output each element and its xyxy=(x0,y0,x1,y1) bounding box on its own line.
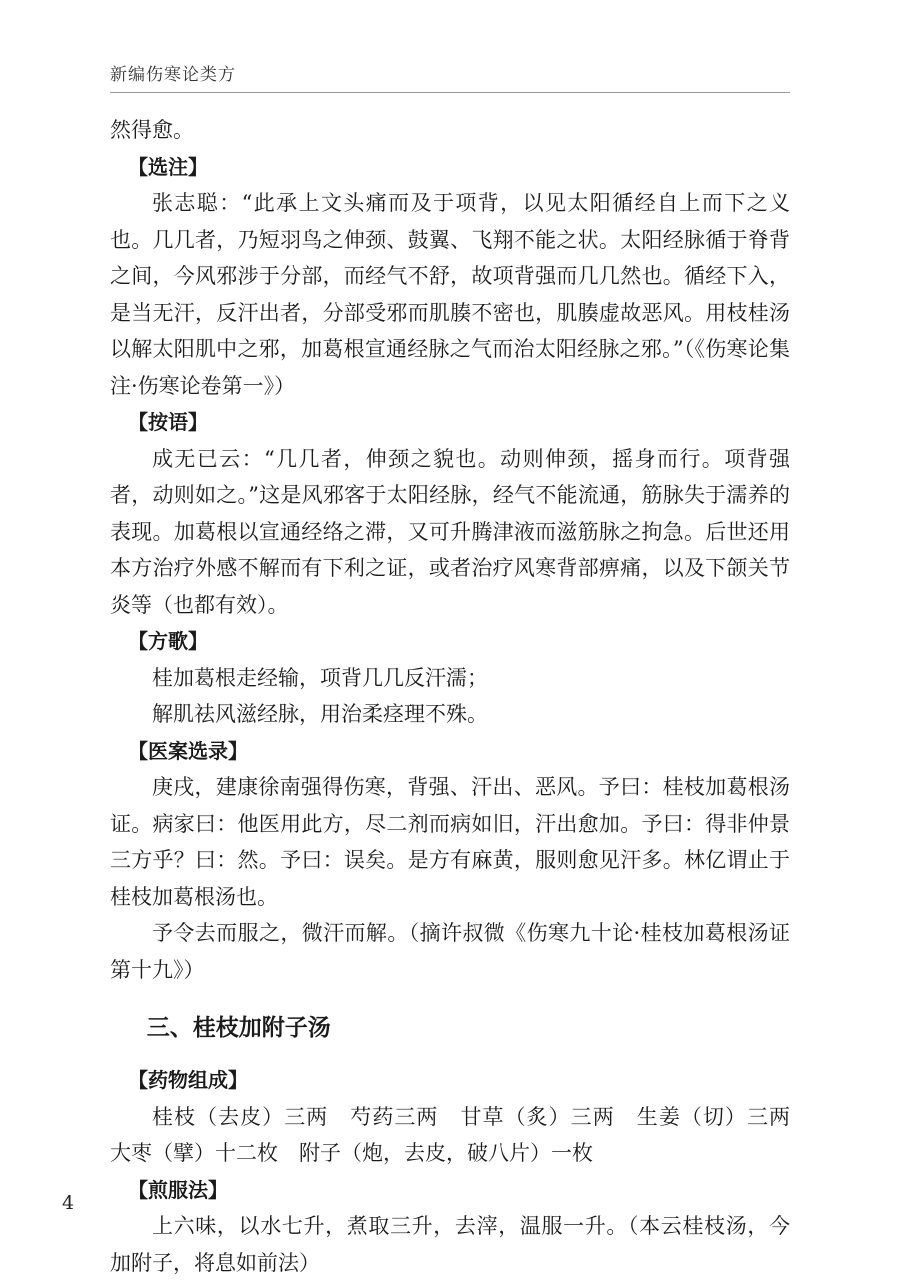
section-label-commentary: 【选注】 xyxy=(128,154,208,179)
notes-paragraph: 成无已云：“几几者，伸颈之貌也。动则伸颈，摇身而行。项背强者，动则如之。”这是风邪客于太阳经脉，经气不能流通，筋脉失于濡养的表现。加葛根以宣通经络之滞，又可升腾津液而滋筋脉之拘急。后世还用本方治疗外感不解而有下利之证，或者治疗风寒背部痹痛，以及下颌关节炎等（也都有效）。 xyxy=(110,446,790,617)
header-rule xyxy=(110,92,790,93)
decoction-paragraph: 上六味，以水七升，煮取三升，去滓，温服一升。（本云桂枝汤，今加附子，将息如前法） xyxy=(110,1214,790,1275)
section-label-case-records: 【医案选录】 xyxy=(128,738,248,763)
section-label-ingredients: 【药物组成】 xyxy=(128,1068,248,1092)
formula-song-line: 解肌祛风滋经脉，用治柔痉理不殊。 xyxy=(152,702,488,726)
running-header: 新编伤寒论类方 xyxy=(110,65,236,85)
ingredients-paragraph: 桂枝（去皮）三两 芍药三两 甘草（炙）三两 生姜（切）三两 大枣（擘）十二枚 附子（炮，去皮，破八片）一枚 xyxy=(110,1104,811,1165)
commentary-paragraph: 张志聪：“此承上文头痛而及于项背，以见太阳循经自上而下之义也。几几者，乃短羽鸟之伸颈、鼓翼、飞翔不能之状。太阳经脉循于脊背之间，今风邪涉于分部，而经气不舒，故项背强而几几然也。循经下入，是当无汗，反汗出者，分部受邪而肌腠不密也，肌腠虚故恶风。用枝桂汤以解太阳肌中之邪，加葛根宣通经脉之气而治太阳经脉之邪。”（《伤寒论集注·伤寒论卷第一》） xyxy=(110,191,790,398)
continuation-paragraph: 然得愈。 xyxy=(110,118,194,142)
page-number: 4 xyxy=(62,1192,75,1214)
case-paragraph: 予令去而服之，微汗而解。（摘许叔微《伤寒九十论·桂枝加葛根汤证第十九》） xyxy=(110,921,790,982)
formula-song-line: 桂加葛根走经输，项背几几反汗濡； xyxy=(152,665,488,690)
section-label-formula-song: 【方歌】 xyxy=(128,629,208,653)
section-label-decoction: 【煎服法】 xyxy=(128,1177,228,1202)
case-paragraph: 庚戌，建康徐南强得伤寒，背强、汗出、恶风。予曰：桂枝加葛根汤证。病家曰：他医用此方，尽二剂而病如旧，汗出愈加。予曰：得非仲景三方乎？曰：然。予曰：误矣。是方有麻黄，服则愈见汗多。林亿谓止于桂枝加葛根汤也。 xyxy=(110,775,790,909)
section-label-notes: 【按语】 xyxy=(128,410,208,434)
chapter-title: 三、桂枝加附子汤 xyxy=(146,1015,331,1041)
page-body xyxy=(110,112,811,1281)
